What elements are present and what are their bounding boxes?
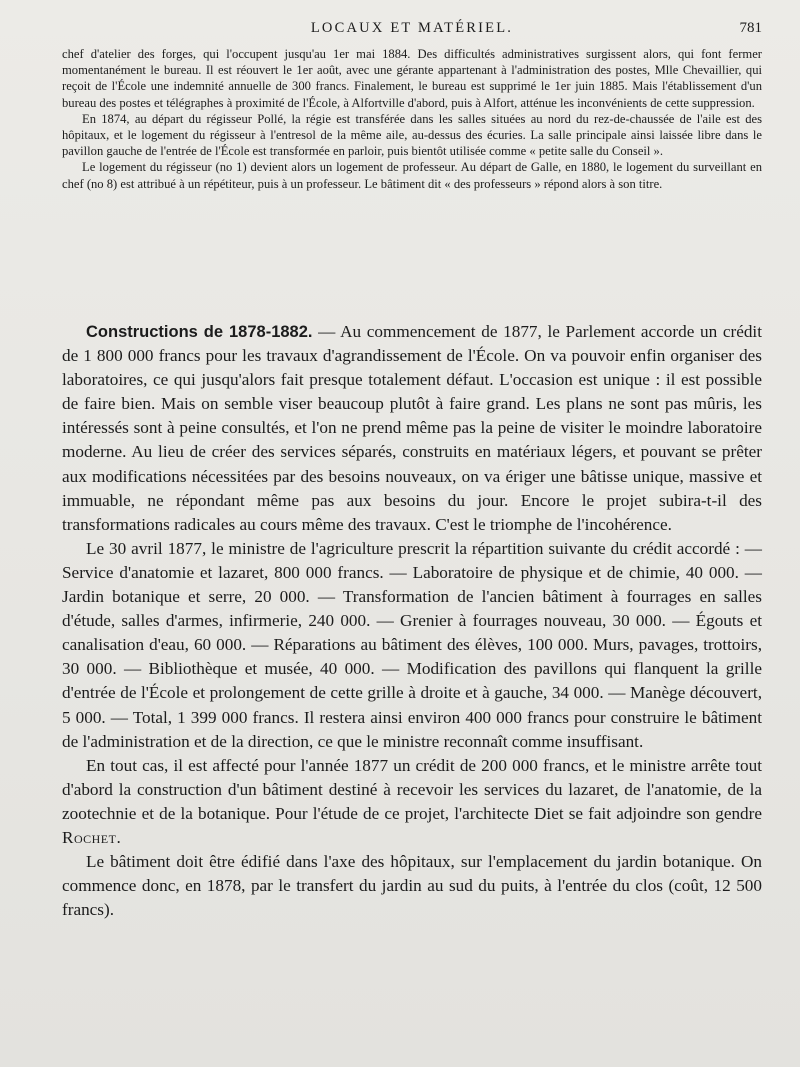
main-paragraph-2: Le 30 avril 1877, le ministre de l'agriculture prescrit la répartition suivante du crédit accordé : — Service d'anatomie et lazaret, 800 000 francs. — Laboratoire de physique et de chimie, 40 000. — Jardin botanique et serre, 20 000. — Transformation de l'ancien bâtiment à fourrages en salles d'étude, salles d'armes, infirmerie, 240 000. — Grenier à fourrages nouveau, 30 000. — Égouts et canalisation d'eau, 60 000. — Réparations au bâtiment des élèves, 100 000. Murs, pavages, trottoirs, 30 000. — Bibliothèque et musée, 40 000. — Modification des pavillons qui flanquent la grille d'entrée de l'École et prolongement de cette grille à droite et à gauche, 34 000. — Manège découvert, 5 000. — Total, 1 399 000 francs. Il restera ainsi environ 400 000 francs pour construire le bâtiment de l'administration et de la direction, ce que le ministre reconnaît comme insuffisant. xyxy=(62,538,762,751)
note-paragraph-3: Le logement du régisseur (no 1) devient alors un logement de professeur. Au départ de Galle, en 1880, le logement du surveillant en chef (no 8) est attribué à un répétiteur, puis à un professeur. Le bâtiment dit « des professeurs » répond alors à son titre. xyxy=(62,160,762,191)
note-paragraph-2: En 1874, au départ du régisseur Pollé, la régie est transférée dans les salles situées au nord du rez-de-chaussée de l'aile est des hôpitaux, et le logement du régisseur à l'entresol de la même aile, au-dessus des écuries. La salle principale ainsi laissée libre dans le pavillon gauche de l'entrée de l'École est transformée en parloir, puis bientôt utilisée comme « petite salle du Conseil ». xyxy=(62,111,762,159)
section-heading: Constructions de 1878-1882. xyxy=(86,323,313,341)
main-paragraph-1-text: — Au commencement de 1877, le Parlement accorde un crédit de 1 800 000 francs pour les travaux d'agrandissement de l'École. On va pouvoir enfin organiser des laboratoires, ce qui jusqu'alors fait presque totalement défaut. L'occasion est unique : il est possible de faire bien. Mais on semble viser beaucoup plutôt à faire grand. Les plans ne sont pas mûris, les intéressés sont à peine consultés, et l'on ne prend même pas la peine de visiter le moindre laboratoire moderne. Au lieu de créer des services séparés, construits en matériaux légers, et pouvant se prêter aux modifications nécessitées par des besoins nouveaux, on va ériger une bâtisse unique, massive et immuable, ne répondant même pas aux besoins du jour. Encore le projet subira-t-il des transformations radicales au cours même des travaux. C'est le triomphe de l'incohérence. xyxy=(62,322,762,534)
main-paragraph-4: Le bâtiment doit être édifié dans l'axe des hôpitaux, sur l'emplacement du jardin botanique. On commence donc, en 1878, par le transfert du jardin au sud du puits, à l'entrée du clos (coût, 12 500 francs). xyxy=(62,852,762,920)
main-text-block xyxy=(62,320,762,922)
running-title: LOCAUX ET MATÉRIEL. xyxy=(310,20,514,36)
small-print-block xyxy=(62,46,762,192)
page-header xyxy=(62,20,762,44)
main-paragraph-3-text: En tout cas, il est affecté pour l'année 1877 un crédit de 200 000 francs, et le ministre arrête tout d'abord la construction d'un bâtiment destiné à recevoir les services du lazaret, de l'anatomie, de la zootechnie et de la botanique. Pour l'étude de ce projet, l'architecte Diet se fait adjoindre son gendre xyxy=(62,755,762,823)
page-number: 781 xyxy=(739,20,762,36)
person-name-rochet: Rochet. xyxy=(62,827,122,847)
note-paragraph-1: chef d'atelier des forges, qui l'occupent jusqu'au 1er mai 1884. Des difficultés administratives surgissent alors, qui font fermer momentanément le bureau. Il est réouvert le 1er août, avec une gérante appartenant à l'administration des postes, Mlle Chevaillier, qui reçoit de l'École une indemnité annuelle de 300 francs. Finalement, le bureau est supprimé le 1er juin 1885. Mais l'établissement d'un bureau des postes et télégraphes à proximité de l'École, à Alfortville d'abord, puis à Alfort, atténue les inconvénients de cette suppression. xyxy=(62,47,762,110)
main-paragraph-3 xyxy=(62,754,762,850)
main-paragraph-1 xyxy=(62,320,762,537)
